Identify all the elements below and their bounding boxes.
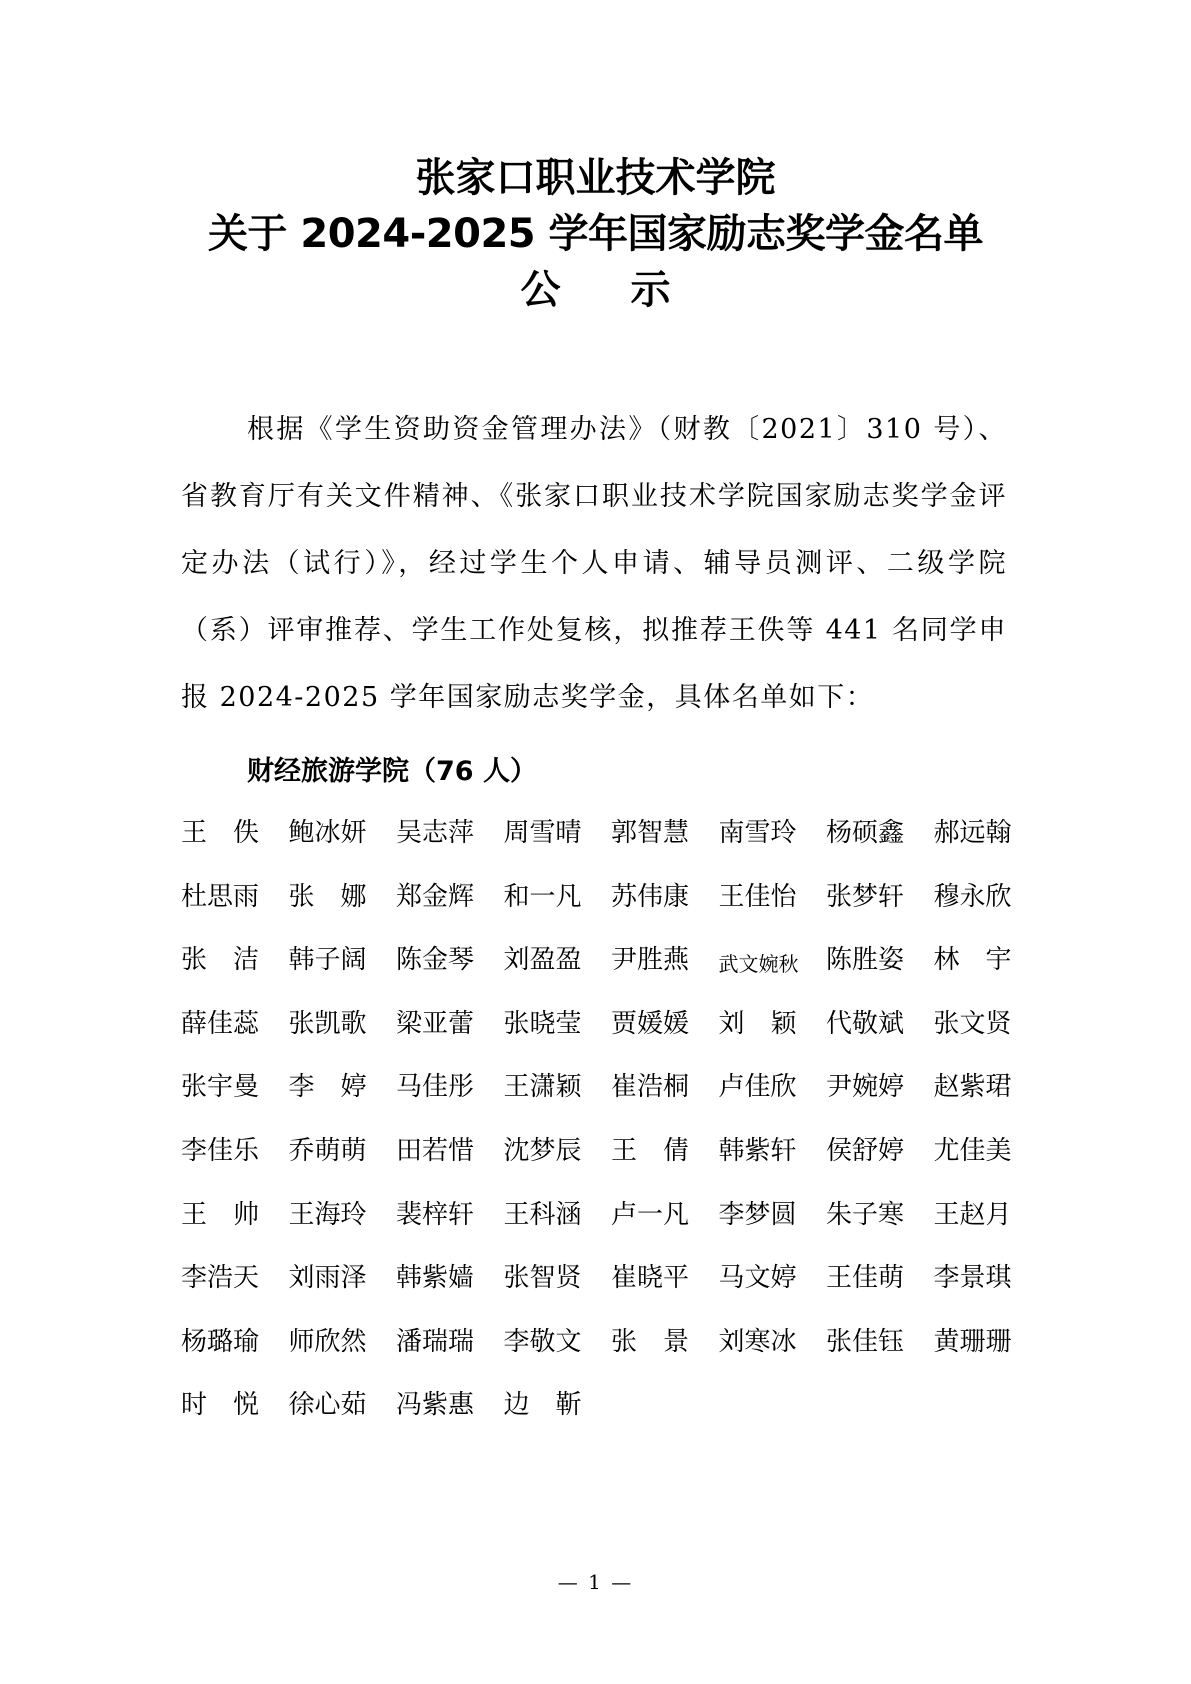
student-name: 张 景 xyxy=(611,1326,690,1357)
student-name: 张佳钰 xyxy=(826,1326,905,1357)
title-line-subject: 关于 2024-2025 学年国家励志奖学金名单 xyxy=(207,211,984,257)
student-name: 张文贤 xyxy=(933,1008,1012,1039)
student-name: 陈胜姿 xyxy=(826,945,905,976)
student-name: 尹胜燕 xyxy=(611,945,690,976)
student-name: 时 悦 xyxy=(181,1390,260,1421)
student-name: 张凯歌 xyxy=(288,1008,367,1039)
student-name: 李 婷 xyxy=(288,1072,367,1103)
student-name: 郝远翰 xyxy=(933,818,1012,848)
student-name: 田若惜 xyxy=(396,1135,475,1166)
student-name: 卢一凡 xyxy=(611,1199,690,1230)
student-name: 王海玲 xyxy=(288,1199,367,1230)
student-name: 张 娜 xyxy=(288,881,367,912)
student-name: 王 倩 xyxy=(611,1135,690,1166)
student-name: 王 佚 xyxy=(181,818,260,848)
student-name: 刘寒冰 xyxy=(718,1326,797,1357)
student-name: 代敬斌 xyxy=(826,1008,905,1039)
student-name: 边 靳 xyxy=(503,1390,582,1421)
student-name: 李佳乐 xyxy=(181,1135,260,1166)
student-name: 南雪玲 xyxy=(718,818,797,848)
student-name: 徐心茹 xyxy=(288,1390,367,1421)
student-name: 武文婉秋 xyxy=(718,952,799,977)
student-name: 马文婷 xyxy=(718,1263,797,1294)
student-name: 沈梦辰 xyxy=(503,1135,582,1166)
student-name: 崔晓平 xyxy=(611,1263,690,1294)
student-name: 卢佳欣 xyxy=(718,1072,797,1103)
student-name: 刘盈盈 xyxy=(503,945,582,976)
title-line-school: 张家口职业技术学院 xyxy=(415,155,776,201)
student-name: 张晓莹 xyxy=(503,1008,582,1039)
student-name: 韩紫轩 xyxy=(718,1135,797,1166)
student-name: 李景琪 xyxy=(933,1263,1012,1294)
student-name: 薛佳蕊 xyxy=(181,1008,260,1039)
student-name: 鲍冰妍 xyxy=(288,818,367,848)
document-title xyxy=(150,152,1041,320)
student-name: 韩子阔 xyxy=(288,945,367,976)
student-name: 冯紫惠 xyxy=(396,1390,475,1421)
student-name: 刘 颖 xyxy=(718,1008,797,1039)
student-name: 李浩天 xyxy=(181,1263,260,1294)
student-name: 王科涵 xyxy=(503,1199,582,1230)
student-name: 林 宇 xyxy=(933,945,1012,976)
student-name: 潘瑞瑞 xyxy=(396,1326,475,1357)
student-name: 张 洁 xyxy=(181,945,260,976)
student-name: 苏伟康 xyxy=(611,881,690,912)
student-name: 赵紫珺 xyxy=(933,1072,1012,1103)
student-name: 尤佳美 xyxy=(933,1135,1012,1166)
student-name: 朱子寒 xyxy=(826,1199,905,1230)
student-name: 乔萌萌 xyxy=(288,1135,367,1166)
student-name: 贾媛媛 xyxy=(611,1008,690,1039)
student-name: 尹婉婷 xyxy=(826,1072,905,1103)
student-name: 韩紫嫱 xyxy=(396,1263,475,1294)
name-list xyxy=(181,813,1041,1449)
student-name: 李梦圆 xyxy=(718,1199,797,1230)
student-name: 裴梓轩 xyxy=(396,1199,475,1230)
student-name: 崔浩桐 xyxy=(611,1072,690,1103)
student-name: 黄珊珊 xyxy=(933,1326,1012,1357)
student-name: 王 帅 xyxy=(181,1199,260,1230)
student-name: 郭智慧 xyxy=(611,818,690,848)
student-name: 张梦轩 xyxy=(826,881,905,912)
student-name: 吴志萍 xyxy=(396,818,475,848)
student-name: 王佳怡 xyxy=(718,881,797,912)
student-name: 杨硕鑫 xyxy=(826,818,905,848)
student-name: 王赵月 xyxy=(933,1199,1012,1230)
student-name: 和一凡 xyxy=(503,881,582,912)
student-name: 张宇曼 xyxy=(181,1072,260,1103)
student-name: 李敬文 xyxy=(503,1326,582,1357)
student-name: 郑金辉 xyxy=(396,881,475,912)
student-name: 杨璐瑜 xyxy=(181,1326,260,1357)
student-name: 穆永欣 xyxy=(933,881,1012,912)
student-name: 梁亚蕾 xyxy=(396,1008,475,1039)
section-heading: 财经旅游学院（76 人） xyxy=(247,756,537,787)
intro-paragraph: 根据《学生资助资金管理办法》（财教〔2021〕310 号）、省教育厅有关文件精神、《张家口职业技术学院国家励志奖学金评定办法（试行）》，经过学生个人申请、辅导员测评、二级学院（系）评审推荐、学生工作处复核，拟推荐王佚等 441 名同学申报 2024-2025 学年国家励志奖学金，具体名单如下： xyxy=(181,414,1007,713)
title-line-announcement: 公 示 xyxy=(520,267,699,313)
student-name: 陈金琴 xyxy=(396,945,475,976)
student-name: 侯舒婷 xyxy=(826,1135,905,1166)
student-name: 刘雨泽 xyxy=(288,1263,367,1294)
student-name: 王潇颖 xyxy=(503,1072,582,1103)
student-name: 马佳彤 xyxy=(396,1072,475,1103)
student-name: 杜思雨 xyxy=(181,881,260,912)
page-number: — 1 — xyxy=(557,1570,634,1594)
student-name: 王佳萌 xyxy=(826,1263,905,1294)
student-name: 周雪晴 xyxy=(503,818,582,848)
student-name: 张智贤 xyxy=(503,1263,582,1294)
student-name: 师欣然 xyxy=(288,1326,367,1357)
